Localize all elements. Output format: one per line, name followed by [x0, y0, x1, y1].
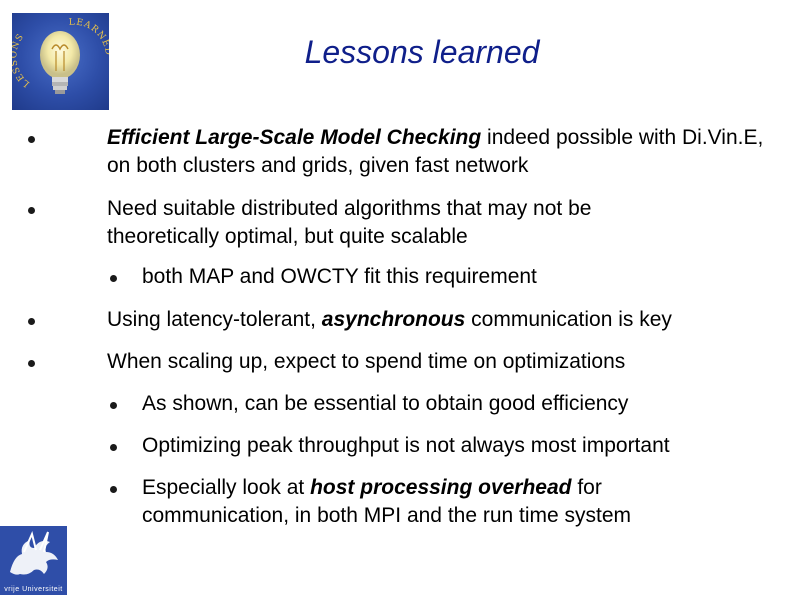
bullet-item	[107, 348, 787, 376]
bullet-dot	[110, 444, 117, 451]
bullet-dot	[28, 360, 35, 367]
bullet-text: indeed possible with Di.Vin.E, on both clusters and grids, given fast network	[107, 126, 764, 177]
bullet-dot	[28, 318, 35, 325]
bullet-text: Need suitable distributed algorithms that may not be theoretically optimal, but quite scalable	[107, 197, 592, 248]
bullet-dot	[110, 402, 117, 409]
university-caption: vrije Universiteit	[4, 586, 63, 593]
bullet-dot	[28, 207, 35, 214]
sub-bullet-item	[142, 390, 782, 418]
bullet-text: both MAP and OWCTY fit this requirement	[142, 265, 537, 288]
bullet-text: Optimizing peak throughput is not always most important	[142, 434, 670, 457]
university-logo	[0, 526, 67, 595]
bullet-text: As shown, can be essential to obtain good efficiency	[142, 392, 629, 415]
sub-bullet-item	[142, 263, 742, 291]
bullet-emphasis: host processing overhead	[310, 476, 572, 499]
bullet-text: Using latency-tolerant,	[107, 308, 322, 331]
sub-bullet-item	[142, 432, 782, 460]
svg-text:LEARNED: LEARN	[68, 17, 108, 43]
bullet-text: for communication, in both MPI and the run time system	[142, 476, 632, 527]
sub-bullet-item	[142, 474, 722, 530]
bullet-item	[107, 195, 707, 251]
bullet-dot	[28, 136, 35, 143]
bullet-item	[107, 306, 787, 334]
bullet-dot	[110, 275, 117, 282]
bullet-dot	[110, 486, 117, 493]
bullet-text: Especially look at	[142, 476, 311, 499]
bullet-text: When scaling up, expect to spend time on optimizations	[107, 350, 626, 373]
bullet-emphasis: asynchronous	[321, 308, 466, 331]
bullet-item	[107, 124, 777, 180]
bullet-text: communication is key	[465, 308, 672, 331]
svg-text:LESSONS: LES S	[12, 31, 32, 89]
slide-title: Lessons learned	[304, 34, 540, 70]
griffin-icon	[0, 526, 67, 582]
bullet-emphasis: Efficient Large-Scale Model Checking	[107, 126, 482, 149]
